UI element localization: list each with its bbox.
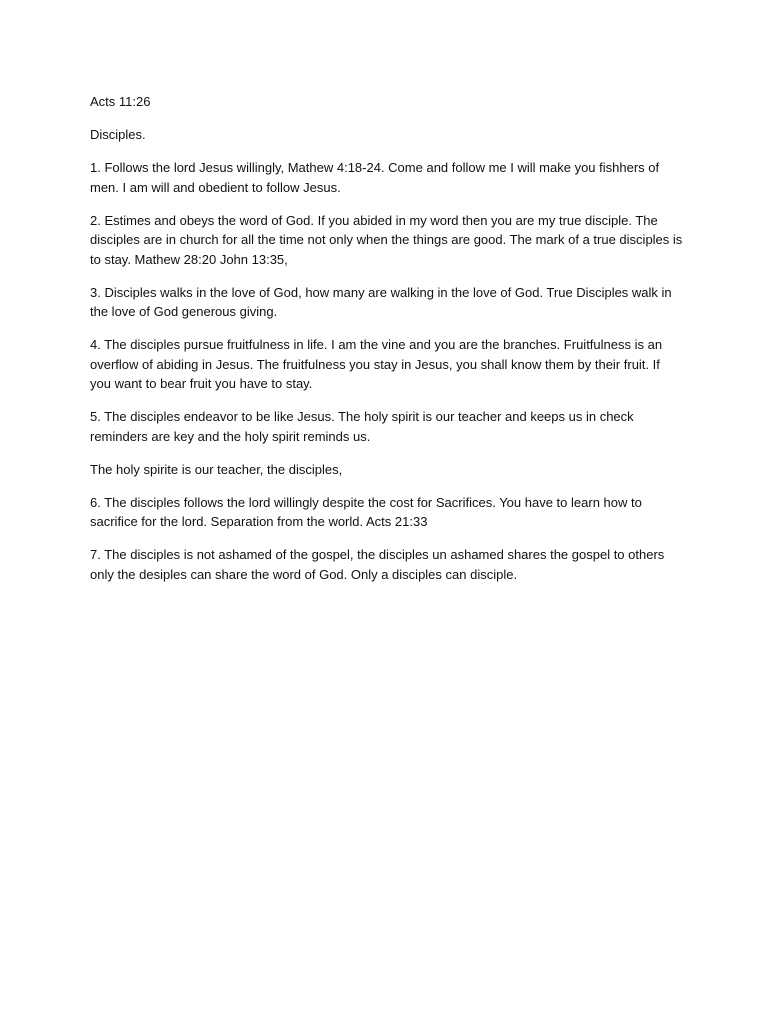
paragraph-holy-spirit-note: The holy spirite is our teacher, the disciples,	[90, 461, 343, 477]
paragraph-7: 7. The disciples is not ashamed of the gospel, the disciples un ashamed shares the gospel to others only the desiples can share the word of God. Only a disciples can disciple.	[90, 547, 665, 582]
document-page	[90, 92, 684, 598]
paragraph-1: 1. Follows the lord Jesus willingly, Mathew 4:18-24. Come and follow me I will make you fishhers of men. I am will and obedient to follow Jesus.	[90, 160, 660, 195]
paragraph-3: 3. Disciples walks in the love of God, how many are walking in the love of God. True Disciples walk in the love of God generous giving.	[90, 284, 672, 319]
scripture-reference: Acts 11:26	[90, 94, 151, 109]
document-title: Disciples.	[90, 127, 146, 142]
paragraph-5: 5. The disciples endeavor to be like Jesus. The holy spirit is our teacher and keeps us in check reminders are key and the holy spirit reminds us.	[90, 409, 634, 444]
paragraph-4: 4. The disciples pursue fruitfulness in life. I am the vine and you are the branches. Fruitfulness is an overflow of abiding in Jesus. The fruitfulness you stay in Jesus, you shall know them by their fruit. If you want to bear fruit you have to stay.	[90, 337, 663, 391]
paragraph-6: 6. The disciples follows the lord willingly despite the cost for Sacrifices. You have to learn how to sacrifice for the lord. Separation from the world. Acts 21:33	[90, 494, 642, 529]
paragraph-2: 2. Estimes and obeys the word of God. If you abided in my word then you are my true disciple. The disciples are in church for all the time not only when the things are good. The mark of a true disciples is to stay. Mathew 28:20 John 13:35,	[90, 212, 683, 267]
